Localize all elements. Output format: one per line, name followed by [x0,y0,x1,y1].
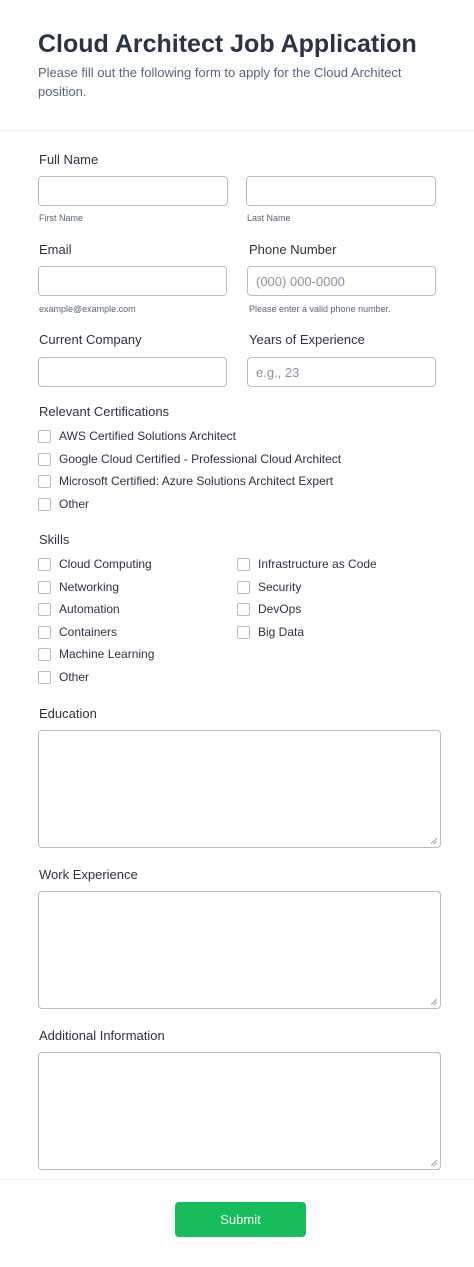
certification-option-label: AWS Certified Solutions Architect [59,429,236,443]
skill-option[interactable] [38,601,120,617]
checkbox-icon[interactable] [237,581,250,594]
checkbox-icon[interactable] [38,671,51,684]
phone-sublabel: Please enter a valid phone number. [249,304,391,314]
certifications-label: Relevant Certifications [39,404,170,419]
skill-option-label: Machine Learning [59,647,155,661]
first-name-sublabel: First Name [39,213,84,223]
email-label: Email [39,242,72,257]
certification-option-label: Other [59,497,90,511]
last-name-input[interactable] [246,176,436,206]
skill-option[interactable] [38,669,89,685]
skill-option-label: Other [59,670,90,684]
skill-option-label: Containers [59,625,118,639]
form-header [0,0,474,131]
skill-option[interactable] [237,601,301,617]
education-label: Education [39,706,97,721]
work-experience-textarea[interactable] [38,891,441,1009]
additional-info-textarea[interactable] [38,1052,441,1170]
current-company-label: Current Company [39,332,142,347]
first-name-input[interactable] [38,176,228,206]
current-company-input[interactable] [38,357,227,387]
education-textarea[interactable] [38,730,441,848]
checkbox-icon[interactable] [237,603,250,616]
years-experience-label: Years of Experience [249,332,365,347]
form-subtitle: Please fill out the following form to apply for the Cloud Architect position. [38,65,402,99]
certification-option[interactable] [38,473,333,489]
years-experience-input[interactable] [247,357,436,387]
skill-option[interactable] [237,624,304,640]
skill-option[interactable] [38,624,117,640]
certification-option-label: Microsoft Certified: Azure Solutions Architect Expert [59,474,334,488]
skill-option[interactable] [38,579,119,595]
skill-option[interactable] [237,579,301,595]
checkbox-icon[interactable] [38,453,51,466]
phone-label: Phone Number [249,242,337,257]
checkbox-icon[interactable] [38,603,51,616]
resize-grip-icon[interactable] [431,1160,437,1166]
checkbox-icon[interactable] [38,558,51,571]
skill-option[interactable] [38,646,154,662]
checkbox-icon[interactable] [38,498,51,511]
resize-grip-icon[interactable] [431,999,437,1005]
skill-option-label: Security [258,580,302,594]
checkbox-icon[interactable] [38,648,51,661]
form-title: Cloud Architect Job Application [38,30,417,58]
resize-grip-icon[interactable] [431,838,437,844]
checkbox-icon[interactable] [38,430,51,443]
phone-input[interactable] [247,266,436,296]
skill-option-label: Infrastructure as Code [258,557,377,571]
certification-option-label: Google Cloud Certified - Professional Cloud Architect [59,452,342,466]
last-name-sublabel: Last Name [247,213,291,223]
checkbox-icon[interactable] [237,626,250,639]
additional-info-label: Additional Information [39,1028,165,1043]
checkbox-icon[interactable] [237,558,250,571]
skills-label: Skills [39,532,70,547]
skill-option-label: Networking [59,580,120,594]
certification-option[interactable] [38,428,236,444]
skill-option-label: Automation [59,602,120,616]
checkbox-icon[interactable] [38,626,51,639]
email-input[interactable] [38,266,227,296]
skill-option-label: DevOps [258,602,302,616]
submit-button[interactable]: Submit [175,1202,306,1237]
checkbox-icon[interactable] [38,581,51,594]
checkbox-icon[interactable] [38,475,51,488]
skill-option-label: Cloud Computing [59,557,152,571]
certification-option[interactable] [38,451,341,467]
full-name-label: Full Name [39,152,99,167]
work-experience-label: Work Experience [39,867,138,882]
certification-option[interactable] [38,496,89,512]
email-sublabel: example@example.com [39,304,136,314]
skill-option[interactable] [38,556,152,572]
skill-option[interactable] [237,556,377,572]
skill-option-label: Big Data [258,625,305,639]
